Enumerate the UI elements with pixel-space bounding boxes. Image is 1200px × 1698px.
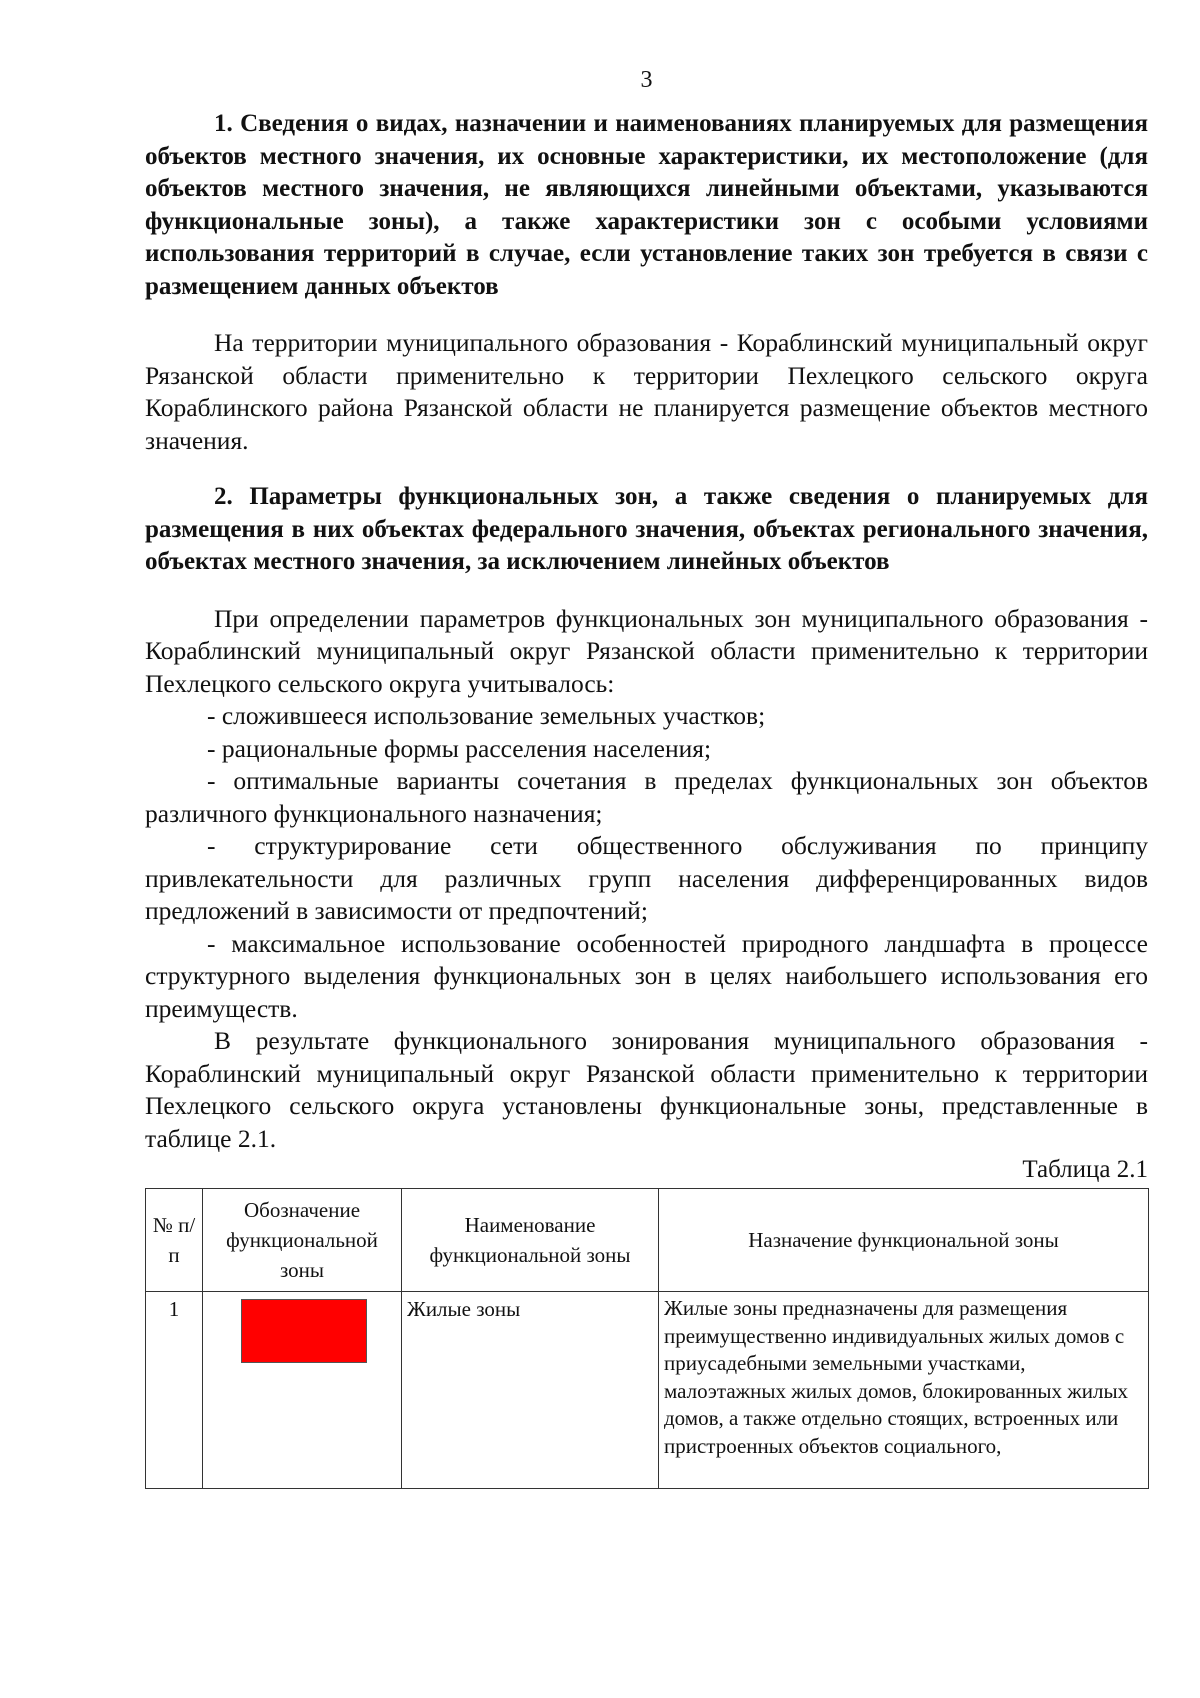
table-caption: Таблица 2.1 [1022, 1156, 1148, 1183]
section-2-intro: При определении параметров функциональных зон муниципального образования - Кораблинский муниципальный округ Рязанской области применительно к территории Пехлецкого сельского округа учитывалось: [145, 603, 1148, 698]
header-designation: Обозначение функциональной зоны [203, 1189, 402, 1292]
row-num: 1 [146, 1292, 203, 1489]
header-name: Наименование функциональной зоны [402, 1189, 659, 1292]
table-row [146, 1292, 1149, 1489]
section-1-heading: 1. Сведения о видах, назначении и наименованиях планируемых для размещения объектов местного значения, их основные характеристики, их местоположение (для объектов местного значения, не являющихся линейными объектами, указываются функциональные зоны), а также характеристики зон с особыми условиями использования территорий в случае, если установление таких зон требуется в связи с размещением данных объектов [145, 110, 1148, 300]
row-purpose-text: Жилые зоны предназначены для размещения преимущественно индивидуальных жилых домов с приусадебными земельными участками, малоэтажных жилых домов, блокированных жилых домов, а также отдельно стоящих, встроенных или пристроенных объектов социального, [664, 1296, 1129, 1458]
zone-color-swatch [241, 1299, 367, 1363]
row-designation [203, 1292, 402, 1489]
list-item: - рациональные формы расселения населения; [207, 733, 712, 763]
list-item: - оптимальные варианты сочетания в пределах функциональных зон объектов различного функционального назначения; [145, 766, 1148, 828]
section-2-heading: 2. Параметры функциональных зон, а также сведения о планируемых для размещения в них объектах федерального значения, объектах регионального значения, объектах местного значения, за исключением линейных объектов [145, 483, 1148, 575]
header-num: № п/п [146, 1189, 203, 1292]
section-2-result: В результате функционального зонирования муниципального образования - Кораблинский муниципальный округ Рязанской области применительно к территории Пехлецкого сельского округа установлены функциональные зоны, представленные в таблице 2.1. [145, 1026, 1148, 1153]
section-1-paragraph: На территории муниципального образования - Кораблинский муниципальный округ Рязанской области применительно к территории Пехлецкого сельского округа Кораблинского района Рязанской области не планируется размещение объектов местного значения. [145, 328, 1148, 455]
zones-table [145, 1188, 1149, 1489]
row-purpose [659, 1292, 1149, 1489]
list-item: - максимальное использование особенностей природного ландшафта в процессе структурного выделения функциональных зон в целях наибольшего использования его преимуществ. [145, 928, 1148, 1023]
list-item: - сложившееся использование земельных участков; [207, 701, 766, 730]
header-purpose: Назначение функциональной зоны [659, 1189, 1149, 1292]
page-number: 3 [640, 67, 653, 93]
table-header-row [146, 1189, 1149, 1292]
list-item: - структурирование сети общественного обслуживания по принципу привлекательности для различных групп населения дифференцированных видов предложений в зависимости от предпочтений; [145, 831, 1148, 925]
document-page [145, 60, 1148, 1489]
row-name: Жилые зоны [402, 1292, 659, 1489]
